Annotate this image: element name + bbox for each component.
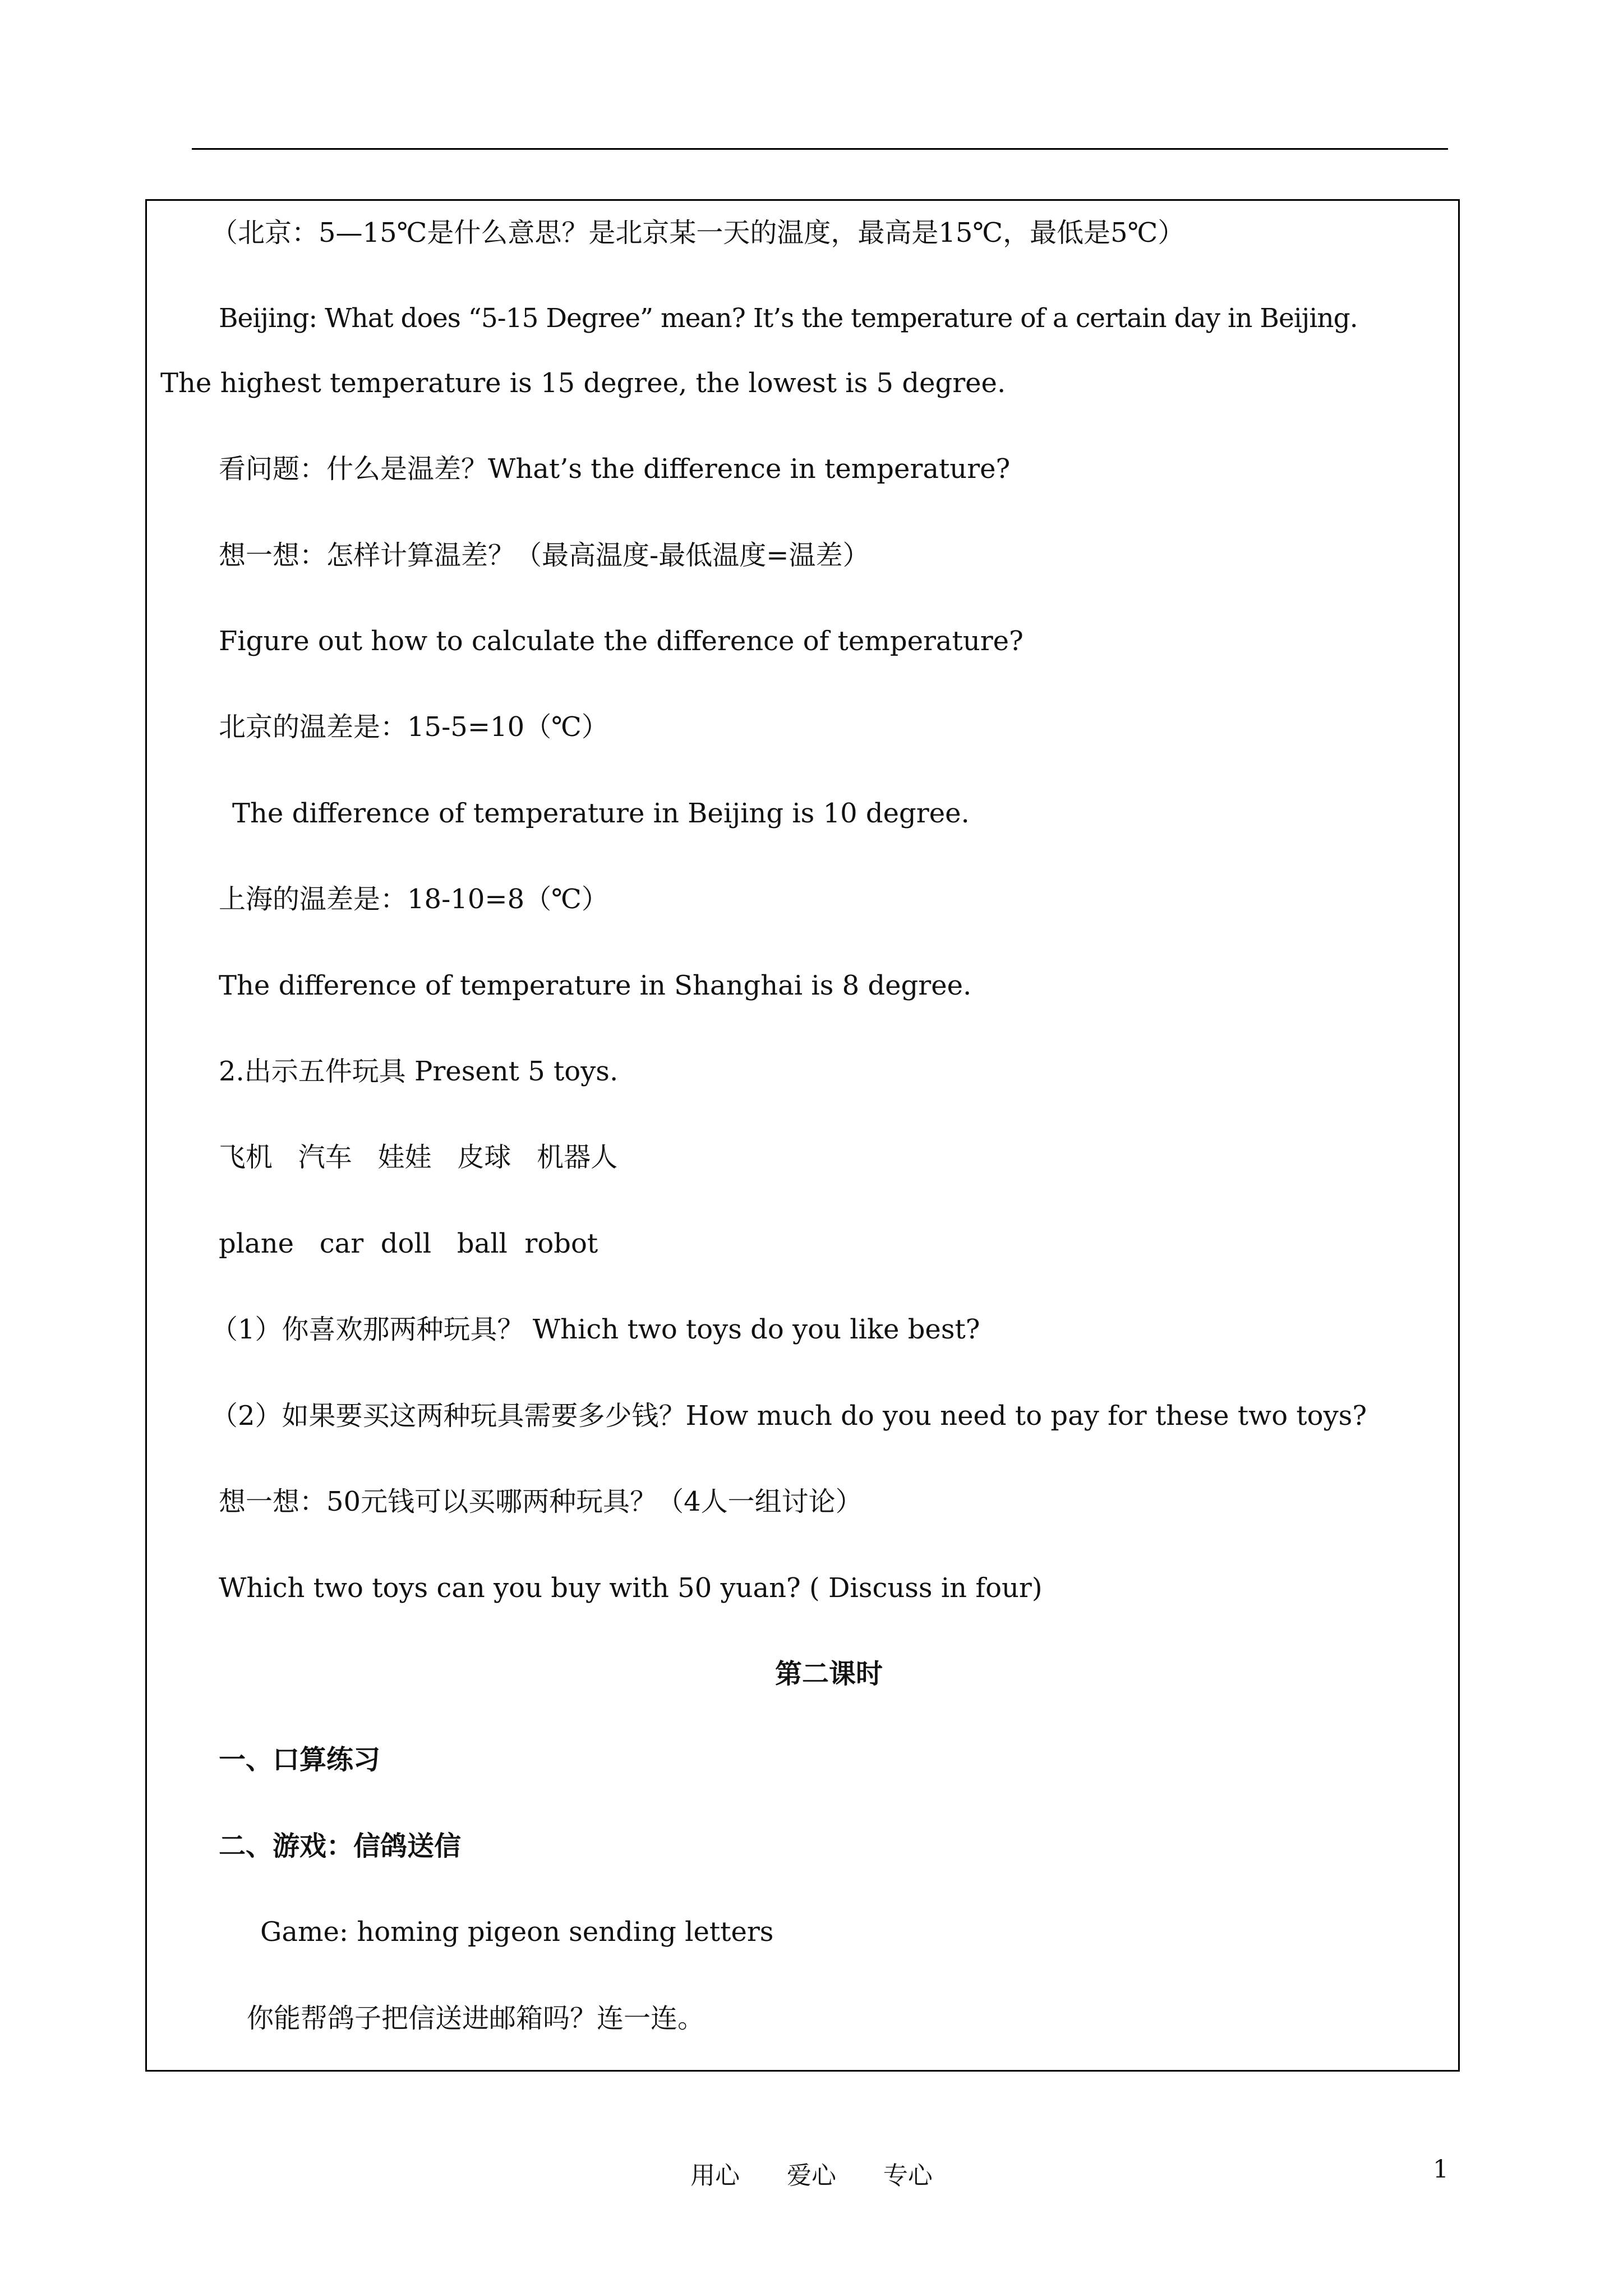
text-line-beijing-diff-en: The difference of temperature in Beijing is 10 degree. [232,798,970,829]
text-line-game-en: Game: homing pigeon sending letters [260,1916,774,1948]
page-number: 1 [1433,2155,1449,2184]
text-line-think-50-yuan-en: Which two toys can you buy with 50 yuan? ( Discuss in four) [219,1572,1043,1604]
heading-pigeon-game: 二、游戏：信鸽送信 [219,1830,462,1862]
footer-motto: 用心 爱心 专心 [690,2161,933,2190]
text-line-toys-cn: 飞机 汽车 娃娃 皮球 机器人 [219,1142,618,1173]
text-line-shanghai-diff-en: The difference of temperature in Shanghai is 8 degree. [219,970,972,1001]
text-line-beijing-question-en: Beijing: What does “5-15 Degree” mean? It’s the temperature of a certain day in Beijing. [219,303,1358,334]
text-line-present-toys: 2.出示五件玩具 Present 5 toys. [219,1056,619,1087]
section-heading-second-lesson: 第二课时 [775,1658,883,1690]
text-line-think-50-yuan-cn: 想一想：50元钱可以买哪两种玩具？（4人一组讨论） [219,1486,863,1517]
header-rule [192,148,1448,150]
text-line-think-how-en: Figure out how to calculate the difference of temperature? [219,625,1023,657]
heading-mental-arithmetic: 一、口算练习 [219,1744,381,1775]
text-line-shanghai-diff-cn: 上海的温差是：18-10=8（℃） [219,884,608,915]
text-line-toys-en: plane car doll ball robot [219,1228,598,1259]
text-line-question-2: （2）如果要买这两种玩具需要多少钱？How much do you need to pay for these two toys? [211,1400,1367,1432]
text-line-question-1: （1）你喜欢那两种玩具？ Which two toys do you like best? [211,1314,980,1345]
text-line-beijing-question-cn: （北京：5—15℃是什么意思？是北京某一天的温度，最高是15℃，最低是5℃） [211,217,1185,249]
text-line-game-instruction-cn: 你能帮鸽子把信送进邮箱吗？连一连。 [247,2003,705,2034]
text-line-difference-question: 看问题：什么是温差？What’s the difference in temperature? [219,453,1011,485]
text-line-think-how-cn: 想一想：怎样计算温差？（最高温度-最低温度=温差） [219,540,870,571]
text-line-beijing-diff-cn: 北京的温差是：15-5=10（℃） [219,711,608,743]
text-line-temperature-range: The highest temperature is 15 degree, the lowest is 5 degree. [160,367,1006,399]
